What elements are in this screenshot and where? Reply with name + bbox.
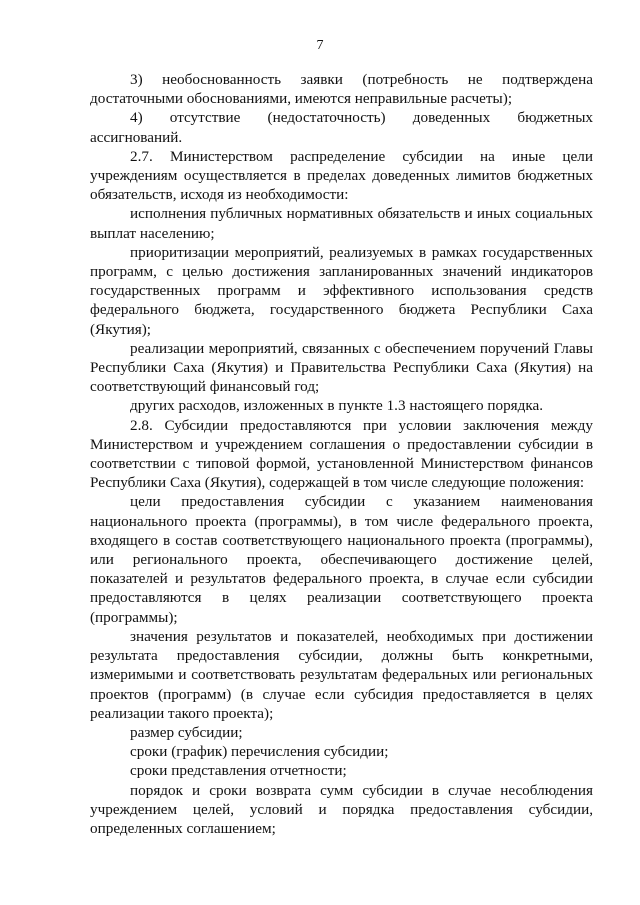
paragraph-results-values: значения результатов и показателей, необходимых при достижении результата предоставления субсидии, должны быть конкретными, измеримыми и соответствовать результатам федеральных или региональных проектов (программ) (в случае если субсидия предоставляется в целях реализации такого проекта);	[90, 627, 593, 722]
paragraph-other-expenses: других расходов, изложенных в пункте 1.3 настоящего порядка.	[130, 397, 544, 415]
paragraph-return-procedure: порядок и сроки возврата сумм субсидии в случае несоблюдения учреждением целей, условий и порядка предоставления субсидии, определенных соглашением;	[90, 781, 593, 837]
paragraph-reporting-deadlines: сроки представления отчетности;	[130, 762, 347, 780]
paragraph-purposes: цели предоставления субсидии с указанием наименования национального проекта (программы), в том числе федерального проекта, входящего в состав соответствующего национального проекта (программы), или регионального проекта, обеспечивающего достижение целей, показателей и результатов федерального проекта, в случае если субсидии предоставляются в целях реализации соответствующего проекта (программы);	[90, 493, 593, 626]
paragraph-2-8: 2.8. Субсидии предоставляются при условии заключения между Министерством и учреждением соглашения о предоставлении субсидии в соответствии с типовой формой, установленной Министерством финансов Республики Саха (Якутия), содержащей в том числе следующие положения:	[90, 416, 593, 492]
paragraph-prioritization: приоритизации мероприятий, реализуемых в рамках государственных программ, с целью достижения запланированных значений индикаторов государственных программ и эффективного использования средств федерального бюджета, государственного бюджета Республики Саха (Якутия);	[90, 243, 593, 338]
document-body	[90, 70, 593, 838]
paragraph-subsidy-size: размер субсидии;	[130, 723, 243, 741]
paragraph-item-3: 3) необоснованность заявки (потребность не подтверждена достаточными обоснованиями, имеются неправильные расчеты);	[90, 71, 593, 108]
paragraph-item-4: 4) отсутствие (недостаточность) доведенных бюджетных ассигнований.	[90, 109, 593, 146]
page-number: 7	[316, 38, 324, 53]
paragraph-transfer-schedule: сроки (график) перечисления субсидии;	[130, 743, 389, 761]
paragraph-instructions: реализации мероприятий, связанных с обеспечением поручений Главы Республики Саха (Якутия) и Правительства Республики Саха (Якутия) на соответствующий финансовый год;	[90, 339, 593, 396]
paragraph-2-7: 2.7. Министерством распределение субсидии на иные цели учреждениям осуществляется в пределах доведенных лимитов бюджетных обязательств, исходя из необходимости:	[90, 147, 593, 204]
paragraph-public-obligations: исполнения публичных нормативных обязательств и иных социальных выплат населению;	[90, 205, 593, 242]
